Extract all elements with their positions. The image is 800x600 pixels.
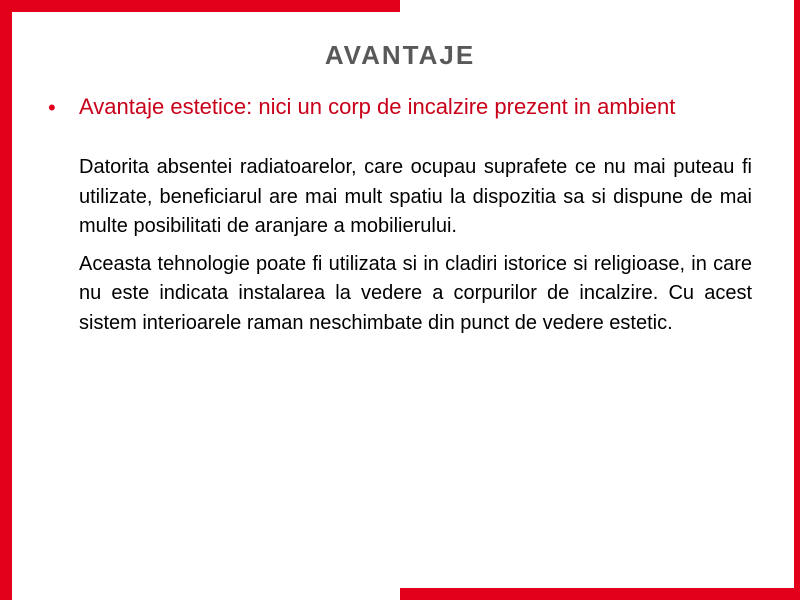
bullet-item <box>48 92 752 121</box>
red-frame-right <box>794 0 800 600</box>
slide-title: AVANTAJE <box>324 40 476 70</box>
body-paragraph-2: Aceasta tehnologie poate fi utilizata si in cladiri istorice si religioase, in care nu este indicata instalarea la vedere a corpurilor de incalzire. Cu acest sistem interioarele raman neschimbate din punct de vedere estetic. <box>79 252 752 334</box>
red-frame-bottom <box>400 588 800 600</box>
red-frame-left <box>0 0 12 600</box>
body-paragraph-1: Datorita absentei radiatoarelor, care ocupau suprafete ce nu mai puteau fi utilizate, beneficiarul are mai mult spatiu la dispozitia sa si dispune de mai multe posibilitati de aranjare a mobilierului. <box>79 156 752 237</box>
slide-content <box>48 92 752 338</box>
red-frame-top <box>0 0 400 12</box>
bullet-dot-icon: • <box>48 95 56 120</box>
bullet-text: Avantaje estetice: nici un corp de incalzire prezent in ambient <box>79 94 676 119</box>
